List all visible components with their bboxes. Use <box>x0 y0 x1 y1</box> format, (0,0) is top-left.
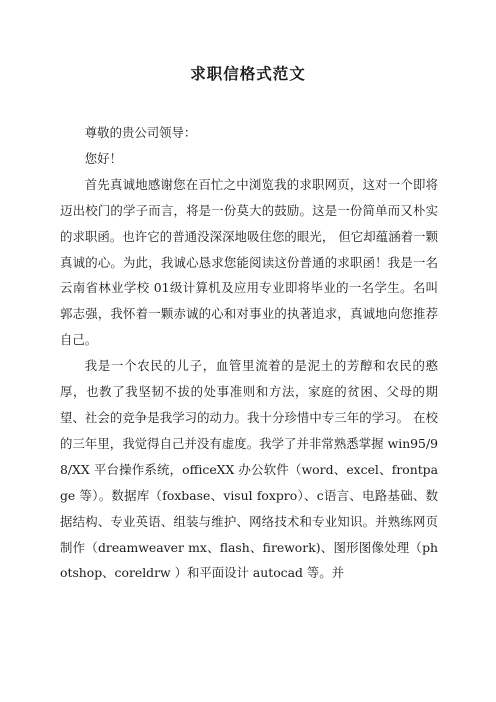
paragraph-intro: 首先真诚地感谢您在百忙之中浏览我的求职网页，这对一个即将迈出校门的学子而言，将是一份莫大的鼓励。这是一份简单而又朴实的求职函。也许它的普通没深深地吸住您的眼光， 但它却蕴涵着一颗真诚的心。为此，我诚心恳求您能阅读这份普通的求职函！我是一名云南省林业学校 01级计算机及应用专业即将毕业的一名学生。名叫郭志强，我怀着一颗赤诚的心和对事业的执著追求，真诚地向您推荐自己。 <box>60 176 438 348</box>
paragraph-background: 我是一个农民的儿子，血管里流着的是泥土的芳醇和农民的憨厚，也教了我坚韧不拔的处事准则和方法，家庭的贫困、父母的期望、社会的竞争是我学习的动力。我十分珍惜中专三年的学习。 在校的三年里，我觉得自己并没有虚度。我学了并非常熟悉掌握 win95/98/XX 平台操作系统，officeXX 办公软件（word、excel、frontpage 等）。数据库（foxbase、visul foxpro）、c语言、电路基础、数据结构、专业英语、组装与维护、网络技术和专业知识。并熟练网页制作（dreamweaver mx、flash、firework)、图形图像处理（photshop、coreldrw ）和平面设计 autocad 等。并 <box>60 358 438 581</box>
salutation: 尊敬的贵公司领导： <box>84 125 197 140</box>
page-title: 求职信格式范文 <box>190 65 306 83</box>
greeting: 您好！ <box>84 150 122 166</box>
letter-body <box>60 120 438 586</box>
